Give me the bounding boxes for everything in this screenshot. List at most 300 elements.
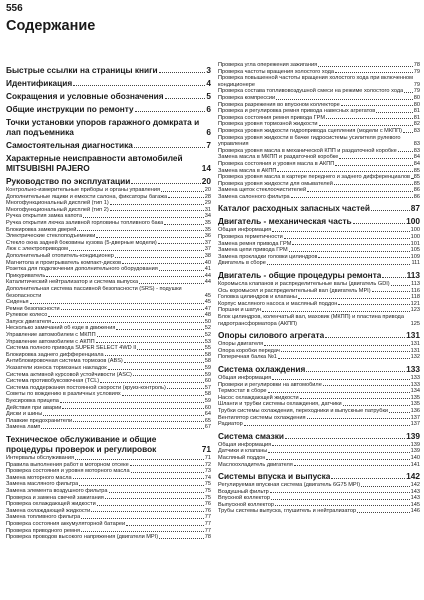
toc-entry[interactable] — [6, 213, 211, 220]
toc-page-number: 55 — [204, 345, 211, 352]
toc-entry[interactable] — [218, 88, 420, 95]
toc-dot-leader — [139, 283, 204, 284]
toc-page-number: 72 — [204, 461, 211, 468]
toc-entry-text: Замена топливного фильтра — [6, 514, 81, 521]
toc-entry-text: Блок цилиндров, коленчатый вал, маховик (МКПП) и пластина привода гидротрансформатора (АКПП) — [218, 314, 404, 327]
toc-entry[interactable] — [6, 365, 211, 372]
toc-dot-leader — [398, 151, 413, 152]
toc-entry[interactable] — [218, 307, 420, 314]
toc-page-number: 38 — [204, 252, 211, 259]
toc-entry-text: Проверка уровня масла в картере переднего и заднего дифференциалов — [218, 174, 410, 181]
toc-entry[interactable] — [6, 398, 211, 405]
toc-dot-leader — [165, 98, 206, 99]
toc-entry[interactable] — [218, 161, 420, 168]
toc-entry[interactable] — [6, 391, 211, 398]
toc-entry-text: Техническое обслуживание и общие процедуры проверок и регулировок — [6, 433, 157, 454]
toc-entry[interactable] — [218, 194, 420, 201]
toc-entry[interactable] — [218, 174, 420, 181]
toc-dot-leader — [46, 276, 204, 277]
toc-page-number: 40 — [204, 259, 211, 266]
toc-entry-text: Опоры двигателя — [218, 341, 264, 348]
toc-dot-leader — [30, 303, 204, 304]
toc-entry[interactable] — [6, 528, 211, 535]
toc-entry[interactable] — [218, 260, 420, 267]
toc-dot-leader — [298, 298, 410, 299]
toc-entry[interactable] — [6, 488, 211, 495]
toc-section-entry[interactable] — [6, 65, 211, 75]
toc-entry[interactable] — [6, 405, 211, 412]
toc-page-number: 84 — [413, 154, 420, 161]
toc-entry-text: Поперечная балка №1 — [218, 354, 277, 361]
toc-entry[interactable] — [218, 395, 420, 402]
toc-entry[interactable] — [6, 418, 211, 425]
toc-entry[interactable] — [218, 482, 420, 489]
toc-entry-text: Проверка уровня тормозной жидкости — [218, 121, 318, 128]
toc-entry-text: Управление автомобилем с МКПП — [6, 332, 96, 339]
toc-entry[interactable] — [6, 207, 211, 214]
toc-section-entry[interactable] — [218, 216, 420, 226]
toc-entry[interactable] — [218, 388, 420, 395]
toc-dot-leader — [75, 459, 204, 460]
toc-entry[interactable] — [218, 135, 420, 148]
toc-page-number: 50 — [204, 318, 211, 325]
toc-entry[interactable] — [6, 319, 211, 326]
toc-entry[interactable] — [218, 181, 420, 188]
toc-page-number: 75 — [204, 494, 211, 501]
toc-page-number: 59 — [204, 398, 211, 404]
toc-dot-leader — [357, 512, 410, 513]
toc-entry-text: Общая информация — [218, 441, 272, 448]
toc-page-number: 28 — [204, 193, 211, 200]
toc-section-entry[interactable] — [6, 78, 211, 88]
toc-entry-text: Проверка разрежения во впускном коллекторе — [218, 101, 340, 108]
toc-entry-text: Проверка компрессии — [218, 94, 276, 101]
toc-entry-text: Замена прокладки головки цилиндров — [218, 253, 318, 260]
toc-entry-text: Рулевое колесо — [6, 312, 48, 319]
toc-page-number: 137 — [410, 414, 420, 421]
toc-page-number: 123 — [410, 307, 420, 314]
toc-dot-leader — [110, 204, 204, 205]
toc-entry[interactable] — [218, 415, 420, 422]
toc-section-entry[interactable] — [6, 104, 211, 114]
toc-page-number: 58 — [204, 358, 211, 365]
toc-entry[interactable] — [218, 489, 420, 496]
toc-page-number: 105 — [410, 247, 420, 254]
toc-dot-leader — [164, 224, 203, 225]
toc-dot-leader — [271, 499, 410, 500]
toc-entry-text: Трубы системы выпуска, глушитель и нейтрализатор — [218, 508, 357, 515]
toc-entry[interactable] — [218, 495, 420, 502]
toc-page-number: 100 — [410, 227, 420, 234]
toc-entry[interactable] — [218, 375, 420, 382]
toc-entry[interactable] — [6, 514, 211, 521]
toc-entry[interactable] — [218, 115, 420, 122]
toc-entry[interactable] — [6, 352, 211, 359]
toc-entry[interactable] — [6, 385, 211, 392]
toc-entry[interactable] — [218, 121, 420, 128]
toc-entry-text: Термостат в сборе — [218, 388, 267, 395]
toc-dot-leader — [61, 309, 204, 310]
toc-entry[interactable] — [218, 227, 420, 234]
toc-page-number: 4 — [206, 78, 211, 88]
toc-entry[interactable] — [6, 266, 211, 273]
toc-entry-text: Проверка угла опережения зажигания — [218, 62, 318, 68]
toc-entry-text: Замена ламп — [6, 424, 41, 431]
toc-page-number: 86 — [413, 193, 420, 200]
toc-page-number: 37 — [204, 239, 211, 246]
toc-entry[interactable] — [218, 187, 420, 194]
toc-dot-leader — [41, 428, 203, 429]
toc-entry[interactable] — [6, 378, 211, 385]
toc-page-number: 142 — [410, 482, 420, 489]
toc-dot-leader — [307, 191, 413, 192]
toc-entry-text: Каталитический нейтрализатор и система выпуска — [6, 279, 139, 286]
toc-page-number: 14 — [201, 163, 211, 173]
toc-dot-leader — [371, 210, 410, 211]
toc-entry[interactable] — [218, 241, 420, 248]
toc-page-number: 85 — [413, 167, 420, 174]
toc-entry[interactable] — [6, 424, 211, 431]
toc-entry[interactable] — [6, 455, 211, 462]
toc-page-number: 109 — [410, 253, 420, 260]
toc-entry[interactable] — [6, 286, 211, 299]
toc-dot-leader — [159, 538, 204, 539]
toc-entry[interactable] — [6, 468, 211, 475]
toc-entry[interactable] — [6, 246, 211, 253]
toc-page-number: 75 — [204, 487, 211, 494]
toc-page-number: 83 — [413, 147, 420, 154]
toc-dot-leader — [77, 230, 203, 231]
toc-page-number: 59 — [204, 365, 211, 372]
toc-entry[interactable] — [218, 448, 420, 455]
toc-entry[interactable] — [218, 102, 420, 109]
toc-entry-text: Проверка уровня жидкости гидропривода сцепления (модели с МКПП) — [218, 127, 402, 134]
toc-entry[interactable] — [218, 288, 420, 295]
toc-section-entry[interactable] — [6, 176, 211, 186]
toc-dot-leader — [278, 358, 410, 359]
toc-dot-leader — [100, 382, 204, 383]
toc-page-number: 143 — [410, 488, 420, 495]
toc-section-entry[interactable] — [218, 270, 420, 280]
toc-entry[interactable] — [6, 481, 211, 488]
toc-entry[interactable] — [6, 299, 211, 306]
toc-section-entry[interactable] — [218, 203, 420, 213]
toc-entry-text: Идентификация — [6, 78, 73, 88]
toc-entry-text: Маслоохладитель двигателя — [218, 461, 293, 468]
toc-entry[interactable] — [6, 501, 211, 508]
toc-page-number: 83 — [413, 141, 420, 148]
toc-entry-text: Замена масла в МКПП и раздаточной коробке — [218, 154, 339, 161]
toc-page-number: 58 — [204, 351, 211, 358]
toc-entry-text: Выпускной коллектор — [218, 501, 275, 508]
toc-page-number: 82 — [413, 121, 420, 128]
toc-page-number: 47 — [204, 305, 211, 312]
toc-entry-text: Двигатель - механическая часть — [218, 216, 352, 227]
toc-entry[interactable] — [218, 95, 420, 102]
toc-page-number: 87 — [410, 203, 420, 214]
toc-dot-leader — [270, 492, 410, 493]
toc-page-number: 136 — [410, 407, 420, 414]
toc-entry-text: Общая информация — [218, 227, 272, 234]
toc-entry[interactable] — [6, 495, 211, 502]
toc-entry[interactable] — [218, 314, 420, 327]
toc-entry-text: Проверка состояния и уровня масла в АКПП — [218, 160, 335, 167]
toc-page-number: 52 — [204, 325, 211, 332]
toc-dot-leader — [97, 505, 204, 506]
toc-entry-text: Проверка охлаждающей жидкости — [6, 501, 96, 508]
toc-page-number: 71 — [201, 443, 211, 454]
toc-entry[interactable] — [6, 253, 211, 260]
toc-dot-leader — [272, 379, 409, 380]
toc-dot-leader — [110, 210, 204, 211]
toc-page-number: 131 — [410, 347, 420, 354]
toc-entry-text: Ремни безопасности — [6, 305, 60, 312]
toc-section-entry[interactable] — [218, 471, 420, 481]
toc-entry-text: Радиатор — [218, 421, 243, 428]
toc-page-number: 6 — [206, 127, 211, 137]
toc-dot-leader — [276, 99, 413, 100]
toc-page-number: 5 — [206, 91, 211, 101]
toc-page-number: 78 — [413, 62, 420, 68]
toc-entry[interactable] — [218, 148, 420, 155]
toc-entry[interactable] — [218, 408, 420, 415]
toc-dot-leader — [131, 183, 200, 184]
toc-entry-text: Опора коробки передач — [218, 347, 280, 354]
toc-dot-leader — [372, 291, 410, 292]
toc-entry-text: Быстрые ссылки на страницы книги — [6, 65, 158, 75]
toc-dot-leader — [130, 465, 204, 466]
toc-section-entry[interactable] — [6, 117, 211, 137]
toc-dot-leader — [62, 408, 203, 409]
toc-dot-leader — [341, 105, 413, 106]
toc-page-number: 85 — [413, 180, 420, 187]
toc-page-number: 79 — [413, 81, 420, 88]
toc-entry[interactable] — [218, 281, 420, 288]
toc-section-entry[interactable] — [218, 364, 420, 374]
toc-entry-text: Трубки системы охлаждения, переходники и выпускные патрубки — [218, 407, 389, 414]
toc-entry-text: Замена элемента воздушного фильтра — [6, 487, 108, 494]
toc-page-number: 20 — [204, 187, 211, 193]
toc-entry-text: Регулируемая впускная система (двигатель 6G75 MPI) — [218, 482, 361, 489]
toc-page-number: 116 — [411, 287, 420, 294]
toc-entry-text: Каталог расходных запасных частей — [218, 203, 370, 214]
toc-entry-text: Проверка проводов высокого напряжения (двигатели MPI) — [6, 534, 159, 541]
toc-entry[interactable] — [218, 341, 420, 348]
toc-entry-text: Корпус масляного насоса и масляный поддон — [218, 300, 338, 307]
toc-dot-leader — [115, 257, 204, 258]
toc-entry[interactable] — [218, 442, 420, 449]
toc-entry-text: Замена моторного масла — [6, 474, 72, 481]
toc-dot-leader — [126, 525, 204, 526]
toc-page-number: 60 — [204, 404, 211, 411]
toc-entry[interactable] — [6, 508, 211, 515]
toc-entry[interactable] — [218, 508, 420, 515]
toc-entry[interactable] — [218, 401, 420, 408]
toc-entry-text: Дополнительные ящики и емкости салона, фиксаторы багажа — [6, 193, 168, 200]
toc-entry[interactable] — [6, 475, 211, 482]
toc-dot-leader — [323, 385, 410, 386]
toc-page-number: 134 — [410, 388, 420, 395]
toc-dot-leader — [289, 251, 410, 252]
toc-entry[interactable] — [6, 358, 211, 365]
toc-dot-leader — [335, 72, 413, 73]
toc-entry[interactable] — [6, 521, 211, 528]
toc-entry[interactable] — [218, 354, 420, 361]
toc-dot-leader — [361, 486, 410, 487]
toc-page-number: 37 — [204, 246, 211, 253]
toc-entry[interactable] — [218, 154, 420, 161]
toc-entry[interactable] — [6, 240, 211, 247]
toc-entry[interactable] — [6, 279, 211, 286]
toc-page-number: 45 — [204, 299, 211, 306]
toc-entry-text: Проверка повышенной частоты вращения холостого хода при включенном кондиционере — [218, 75, 413, 88]
toc-entry[interactable] — [6, 260, 211, 267]
toc-dot-leader — [135, 111, 206, 112]
page-title: Содержание — [6, 18, 96, 34]
toc-dot-leader — [411, 178, 413, 179]
toc-left-column — [6, 62, 211, 541]
toc-entry[interactable] — [6, 325, 211, 332]
toc-dot-leader — [122, 263, 204, 264]
toc-page-number: 35 — [204, 226, 211, 233]
toc-dot-leader — [131, 472, 204, 473]
toc-entry-text: Общая информация — [218, 374, 272, 381]
toc-page-number: 53 — [204, 338, 211, 345]
toc-entry-text: Стекло окна задней боковины кузова (5-дверные модели) — [6, 239, 157, 246]
toc-dot-leader — [335, 165, 412, 166]
toc-entry[interactable] — [218, 462, 420, 469]
toc-page-number: 139 — [406, 430, 420, 441]
toc-entry-text: Датчики и клапаны — [218, 448, 268, 455]
toc-page-number: 83 — [413, 127, 420, 134]
toc-section-entry[interactable] — [6, 140, 211, 150]
toc-dot-leader — [161, 191, 204, 192]
toc-section-entry[interactable] — [6, 91, 211, 101]
toc-page-number: 133 — [410, 381, 420, 388]
toc-entry[interactable] — [218, 455, 420, 462]
toc-page-number: 29 — [204, 200, 211, 207]
toc-entry-text: Буксировка прицепа — [6, 398, 59, 404]
toc-page-number: 44 — [204, 279, 211, 286]
toc-entry-text: Многофункциональный дисплей (тип 2) — [6, 206, 109, 213]
toc-dot-leader — [319, 125, 413, 126]
toc-section-entry[interactable] — [218, 431, 420, 441]
toc-page-number: 135 — [410, 394, 420, 401]
toc-dot-leader — [267, 264, 411, 265]
toc-entry[interactable] — [218, 62, 420, 69]
toc-entry[interactable] — [6, 312, 211, 319]
toc-entry-text: Ручка открытия лючка заливной горловины топливного бака — [6, 219, 164, 226]
toc-entry[interactable] — [218, 247, 420, 254]
toc-entry[interactable] — [218, 254, 420, 261]
toc-section-entry[interactable] — [218, 330, 420, 340]
toc-page-number: 31 — [204, 206, 211, 213]
toc-dot-leader — [124, 362, 204, 363]
toc-entry[interactable] — [218, 168, 420, 175]
toc-dot-leader — [73, 478, 204, 479]
toc-page-number: 131 — [406, 330, 420, 341]
toc-dot-leader — [331, 478, 405, 479]
toc-dot-leader — [291, 197, 413, 198]
toc-section-entry[interactable] — [6, 153, 211, 173]
toc-entry[interactable] — [218, 69, 420, 76]
toc-entry[interactable] — [6, 227, 211, 234]
toc-entry[interactable] — [218, 502, 420, 509]
toc-page-number: 140 — [410, 454, 420, 461]
toc-entry-text: Проверка состава топливовоздушной смеси на режиме холостого хода — [218, 88, 404, 95]
toc-page-number: 48 — [204, 312, 211, 319]
toc-entry[interactable] — [218, 348, 420, 355]
toc-entry-text: Замена масла в АКПП — [218, 167, 277, 174]
toc-entry[interactable] — [6, 187, 211, 194]
toc-entry-text: Магнитола и проигрыватель компакт-дисков — [6, 259, 122, 266]
toc-page-number: 79 — [413, 88, 420, 95]
toc-entry[interactable] — [6, 233, 211, 240]
toc-entry-text: Проверка уровня жидкости в бачке гидросистемы усилителя рулевого управления — [218, 134, 401, 148]
toc-entry[interactable] — [6, 345, 211, 352]
toc-entry-text: Замена салонного фильтра — [218, 193, 290, 200]
toc-dot-leader — [73, 421, 204, 422]
toc-page-number: 57 — [204, 384, 211, 391]
toc-page-number: 135 — [410, 401, 420, 408]
toc-page-number: 111 — [411, 260, 420, 267]
toc-entry[interactable] — [6, 372, 211, 379]
toc-entry-text: Многофункциональный дисплей (тип 1) — [6, 200, 109, 207]
toc-page-number: 77 — [204, 527, 211, 534]
toc-entry[interactable] — [218, 294, 420, 301]
toc-entry[interactable] — [218, 301, 420, 308]
toc-dot-leader — [268, 452, 409, 453]
toc-entry[interactable] — [6, 273, 211, 280]
toc-entry[interactable] — [218, 75, 420, 88]
toc-page-number: 80 — [413, 101, 420, 108]
toc-dot-leader — [159, 270, 204, 271]
toc-entry[interactable] — [218, 382, 420, 389]
toc-entry[interactable] — [6, 200, 211, 207]
toc-entry[interactable] — [6, 306, 211, 313]
toc-entry[interactable] — [218, 128, 420, 135]
toc-entry-text: Антиблокировочная система тормозов (ABS) — [6, 358, 123, 365]
toc-entry[interactable] — [6, 411, 211, 418]
toc-entry-text: Правила выполнения работ в моторном отсеке — [6, 461, 129, 468]
toc-entry-text: Руководство по эксплуатации — [6, 176, 131, 186]
toc-page-number: 143 — [410, 495, 420, 502]
toc-entry-text: Коромысла клапанов и распределительные валы (двигатель GDI) — [218, 281, 390, 288]
toc-entry[interactable] — [6, 339, 211, 346]
toc-entry[interactable] — [6, 332, 211, 339]
toc-entry[interactable] — [218, 234, 420, 241]
toc-entry-text: Проверка уровня масла в механической КПП и раздаточной коробке — [218, 147, 397, 154]
toc-page-number: 121 — [410, 300, 420, 307]
toc-entry-text: Проверка уровня жидкости для омывателей — [218, 180, 333, 187]
toc-entry-text: Шланги и трубки системы охлаждения, датчики — [218, 401, 342, 408]
toc-page-number: 77 — [204, 514, 211, 521]
toc-dot-leader — [48, 316, 203, 317]
toc-section-entry[interactable] — [6, 434, 211, 454]
toc-dot-leader — [108, 369, 204, 370]
toc-entry[interactable] — [218, 421, 420, 428]
toc-dot-leader — [133, 375, 204, 376]
toc-entry[interactable] — [6, 462, 211, 469]
toc-entry[interactable] — [218, 108, 420, 115]
toc-entry[interactable] — [6, 220, 211, 227]
toc-page-number: 85 — [413, 174, 420, 181]
toc-dot-leader — [376, 112, 413, 113]
toc-entry[interactable] — [6, 194, 211, 201]
toc-dot-leader — [109, 492, 204, 493]
toc-entry[interactable] — [6, 534, 211, 541]
toc-dot-leader — [404, 92, 413, 93]
